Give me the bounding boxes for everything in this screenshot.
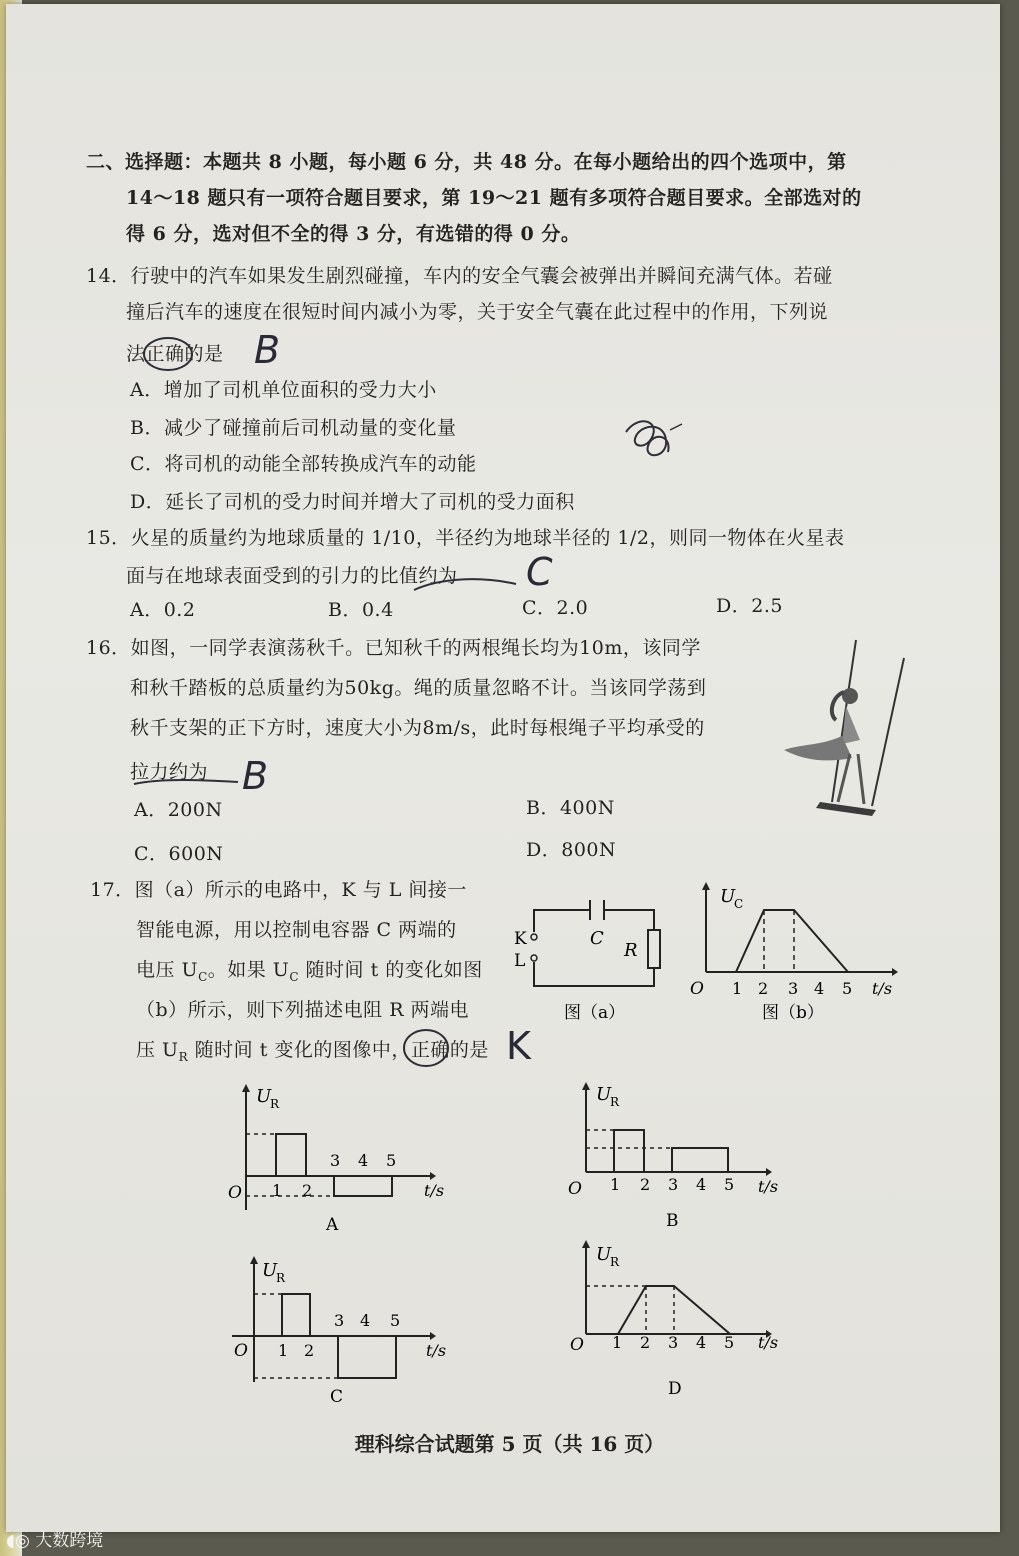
svg-text:4: 4 (814, 979, 825, 998)
svg-text:O: O (228, 1183, 242, 1203)
svg-text:1: 1 (612, 1333, 623, 1352)
q16-option-c: C．600N (134, 843, 224, 865)
q16-line-2: 和秋千踏板的总质量约为50kg。绳的质量忽略不计。当该同学荡到 (130, 677, 707, 699)
svg-text:图（b）: 图（b） (762, 1003, 824, 1023)
svg-text:5: 5 (842, 979, 853, 998)
q16-line-4: 拉力约为 (130, 761, 209, 783)
svg-text:1: 1 (732, 979, 743, 998)
svg-text:t/s: t/s (426, 1341, 447, 1360)
svg-text:3: 3 (334, 1311, 345, 1330)
svg-text:R: R (270, 1097, 280, 1111)
q16-option-b: B．400N (526, 797, 615, 819)
svg-text:t/s: t/s (424, 1181, 445, 1200)
svg-text:2: 2 (640, 1175, 651, 1194)
svg-text:3: 3 (668, 1333, 679, 1352)
svg-text:1: 1 (272, 1181, 283, 1200)
svg-text:4: 4 (696, 1175, 707, 1194)
svg-text:t/s: t/s (758, 1177, 779, 1196)
svg-text:U: U (720, 886, 736, 907)
scribble-mark (618, 410, 688, 470)
svg-text:O: O (570, 1335, 584, 1355)
svg-text:U: U (596, 1084, 612, 1105)
svg-text:1: 1 (610, 1175, 621, 1194)
svg-text:O: O (568, 1179, 582, 1199)
svg-text:R: R (610, 1255, 620, 1269)
svg-text:图（a）: 图（a） (564, 1003, 626, 1023)
svg-text:3: 3 (788, 979, 799, 998)
svg-text:U: U (256, 1086, 272, 1107)
svg-text:C: C (330, 1387, 344, 1407)
q17-handwritten-answer: K (506, 1024, 531, 1068)
svg-text:L: L (514, 951, 526, 971)
q17-line-5: 压 $U_R$ 随时间 t 变化的图像中，正确的是 (136, 1039, 489, 1064)
swing-illustration (780, 636, 910, 816)
q15-option-c: C．2.0 (522, 597, 589, 619)
watermark-text: 大数跨境 (35, 1531, 104, 1551)
q14-handwritten-answer: B (254, 328, 281, 372)
svg-text:t/s: t/s (758, 1333, 779, 1352)
q15-option-a: A．0.2 (130, 599, 196, 621)
q15-line-2: 面与在地球表面受到的引力的比值约为 (126, 565, 458, 587)
option-graph-b (562, 1080, 792, 1240)
svg-text:2: 2 (758, 979, 769, 998)
q14-option-b: B．减少了碰撞前后司机动量的变化量 (130, 417, 457, 439)
option-graph-d (562, 1236, 792, 1402)
svg-text:D: D (668, 1379, 682, 1399)
svg-text:B: B (666, 1211, 679, 1231)
q14-line-3: 法正确的是 (126, 343, 224, 365)
option-graph-a (226, 1080, 456, 1240)
svg-text:R: R (276, 1271, 286, 1285)
circle-mark-q17 (400, 1026, 452, 1070)
q14-option-c: C．将司机的动能全部转换成汽车的动能 (130, 453, 477, 475)
q15-option-d: D．2.5 (716, 595, 783, 617)
svg-text:4: 4 (696, 1333, 707, 1352)
q15-line-1: 15．火星的质量约为地球质量的 1/10，半径约为地球半径的 1/2，则同一物体在火星表 (86, 527, 845, 549)
q16-option-a: A．200N (134, 799, 223, 821)
q16-line-1: 16．如图，一同学表演荡秋千。已知秋千的两根绳长均为10m，该同学 (86, 637, 701, 659)
watermark (6, 1526, 103, 1551)
svg-text:2: 2 (304, 1341, 315, 1360)
q14-line-2: 撞后汽车的速度在很短时间内减小为零，关于安全气囊在此过程中的作用，下列说 (126, 301, 829, 323)
svg-text:2: 2 (640, 1333, 651, 1352)
circle-mark-q14 (140, 334, 200, 374)
underline-mark-q16 (132, 776, 242, 790)
svg-text:4: 4 (360, 1311, 371, 1330)
svg-text:A: A (326, 1215, 339, 1235)
watermark-logo-icon: ◖◎ (6, 1531, 30, 1551)
graph-b-uc (682, 880, 902, 1026)
svg-text:R: R (610, 1095, 620, 1109)
q14-line-1: 14．行驶中的汽车如果发生剧烈碰撞，车内的安全气囊会被弹出并瞬间充满气体。若碰 (86, 265, 833, 287)
svg-text:3: 3 (668, 1175, 679, 1194)
svg-text:5: 5 (386, 1151, 397, 1170)
svg-text:t/s: t/s (872, 979, 893, 998)
svg-text:5: 5 (390, 1311, 401, 1330)
svg-text:K: K (514, 929, 527, 949)
svg-text:5: 5 (724, 1175, 735, 1194)
circuit-figure-a (508, 896, 668, 1026)
svg-text:5: 5 (724, 1333, 735, 1352)
q15-handwritten-answer: C (526, 550, 553, 594)
q15-option-b: B．0.4 (328, 599, 394, 621)
q16-option-d: D．800N (526, 839, 617, 861)
svg-text:O: O (234, 1341, 248, 1361)
q17-line-3: 电压 $U_C$。如果 $U_C$ 随时间 t 的变化如图 (136, 959, 483, 984)
svg-text:O: O (690, 979, 704, 999)
q17-line-4: （b）所示，则下列描述电阻 R 两端电 (136, 999, 470, 1021)
section-header-line-3: 得 6 分，选对但不全的得 3 分，有选错的得 0 分。 (126, 223, 581, 245)
svg-text:U: U (262, 1260, 278, 1281)
q16-handwritten-answer: B (242, 754, 269, 798)
underline-mark-q15 (410, 560, 520, 600)
q17-line-1: 17．图（a）所示的电路中，K 与 L 间接一 (90, 879, 467, 901)
q14-option-a: A．增加了司机单位面积的受力大小 (130, 379, 437, 401)
svg-text:3: 3 (330, 1151, 341, 1170)
svg-text:C: C (734, 897, 744, 911)
svg-text:C: C (590, 928, 604, 949)
option-graph-c (226, 1252, 456, 1412)
page-footer: 理科综合试题第 5 页（共 16 页） (354, 1432, 665, 1456)
svg-text:2: 2 (302, 1181, 313, 1200)
q17-line-2: 智能电源，用以控制电容器 C 两端的 (136, 919, 457, 941)
section-header-line-1: 二、选择题：本题共 8 小题，每小题 6 分，共 48 分。在每小题给出的四个选项中，第 (86, 151, 847, 173)
svg-text:1: 1 (278, 1341, 289, 1360)
svg-text:4: 4 (358, 1151, 369, 1170)
q16-line-3: 秋千支架的正下方时，速度大小为8m/s，此时每根绳子平均承受的 (130, 717, 705, 739)
section-header-line-2: 14～18 题只有一项符合题目要求，第 19～21 题有多项符合题目要求。全部选对的 (126, 187, 862, 209)
q14-option-d: D．延长了司机的受力时间并增大了司机的受力面积 (130, 491, 575, 513)
svg-text:U: U (596, 1244, 612, 1265)
svg-text:R: R (624, 940, 638, 961)
